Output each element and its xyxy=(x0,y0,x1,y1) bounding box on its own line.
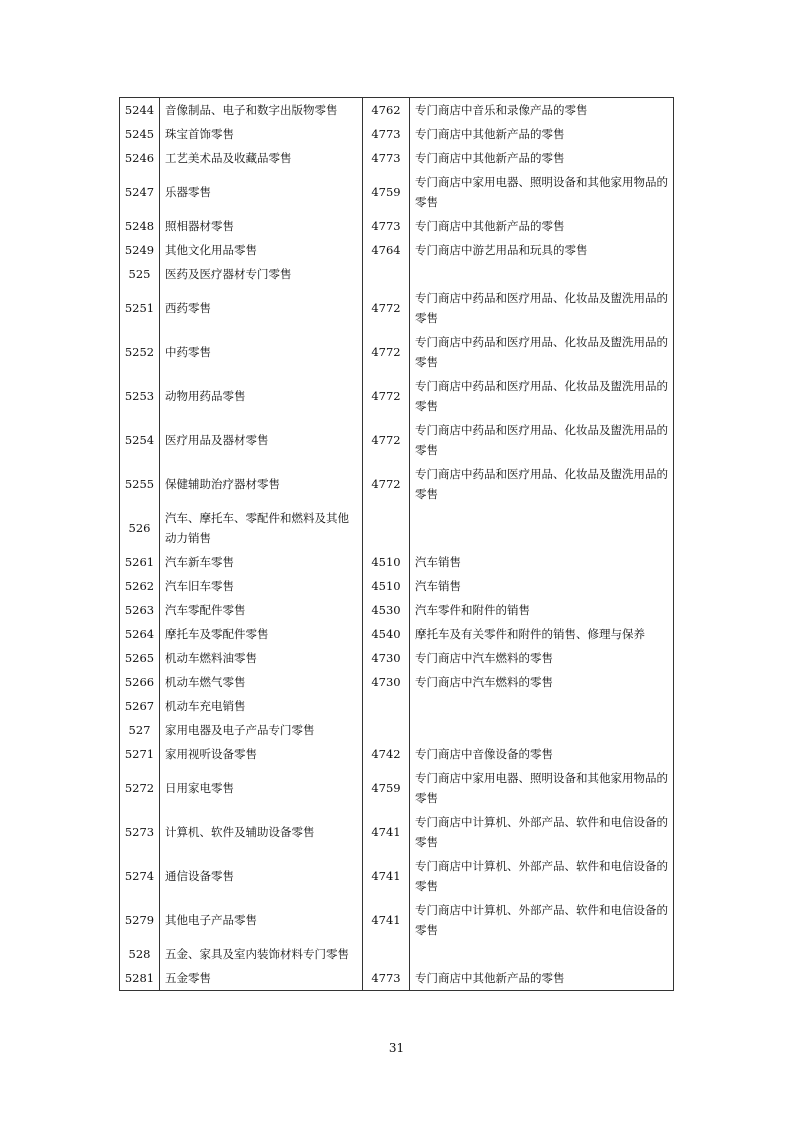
industry-code: 5272 xyxy=(120,766,160,810)
table-row xyxy=(120,810,674,854)
table-row xyxy=(120,898,674,942)
table-row xyxy=(120,506,674,550)
industry-name: 音像制品、电子和数字出版物零售 xyxy=(160,98,363,123)
isic-description: 汽车销售 xyxy=(410,574,674,598)
isic-code: 4741 xyxy=(363,854,410,898)
table-row xyxy=(120,766,674,810)
industry-code: 5263 xyxy=(120,598,160,622)
table-row xyxy=(120,262,674,286)
industry-name: 机动车燃料油零售 xyxy=(160,646,363,670)
isic-code: 4730 xyxy=(363,646,410,670)
industry-name: 五金零售 xyxy=(160,966,363,991)
isic-code: 4773 xyxy=(363,146,410,170)
industry-name: 其他文化用品零售 xyxy=(160,238,363,262)
isic-description: 专门商店中其他新产品的零售 xyxy=(410,966,674,991)
isic-description: 专门商店中药品和医疗用品、化妆品及盥洗用品的零售 xyxy=(410,330,674,374)
isic-code xyxy=(363,262,410,286)
table-row xyxy=(120,550,674,574)
isic-description: 专门商店中家用电器、照明设备和其他家用物品的零售 xyxy=(410,766,674,810)
industry-name: 家用电器及电子产品专门零售 xyxy=(160,718,363,742)
isic-code: 4764 xyxy=(363,238,410,262)
table-body xyxy=(120,98,674,991)
isic-description: 专门商店中其他新产品的零售 xyxy=(410,214,674,238)
table-row xyxy=(120,694,674,718)
isic-description xyxy=(410,506,674,550)
industry-code: 527 xyxy=(120,718,160,742)
isic-code: 4510 xyxy=(363,574,410,598)
table-row xyxy=(120,98,674,123)
industry-name: 日用家电零售 xyxy=(160,766,363,810)
isic-description xyxy=(410,694,674,718)
industry-code: 5271 xyxy=(120,742,160,766)
isic-description: 专门商店中音像设备的零售 xyxy=(410,742,674,766)
industry-code: 5265 xyxy=(120,646,160,670)
industry-name: 照相器材零售 xyxy=(160,214,363,238)
industry-name: 五金、家具及室内装饰材料专门零售 xyxy=(160,942,363,966)
industry-code: 5248 xyxy=(120,214,160,238)
isic-code: 4759 xyxy=(363,170,410,214)
page-number: 31 xyxy=(388,1041,405,1055)
industry-code: 5251 xyxy=(120,286,160,330)
industry-code-table xyxy=(119,97,674,991)
isic-code: 4773 xyxy=(363,214,410,238)
isic-code xyxy=(363,942,410,966)
industry-code: 5267 xyxy=(120,694,160,718)
industry-code: 5261 xyxy=(120,550,160,574)
table-row xyxy=(120,214,674,238)
isic-code: 4772 xyxy=(363,330,410,374)
isic-code: 4772 xyxy=(363,418,410,462)
industry-name: 中药零售 xyxy=(160,330,363,374)
isic-description: 专门商店中汽车燃料的零售 xyxy=(410,670,674,694)
industry-name: 珠宝首饰零售 xyxy=(160,122,363,146)
industry-code: 5253 xyxy=(120,374,160,418)
isic-code xyxy=(363,506,410,550)
industry-name: 汽车、摩托车、零配件和燃料及其他动力销售 xyxy=(160,506,363,550)
industry-code: 5264 xyxy=(120,622,160,646)
isic-description: 摩托车及有关零件和附件的销售、修理与保养 xyxy=(410,622,674,646)
table-row xyxy=(120,418,674,462)
table-row xyxy=(120,286,674,330)
industry-name: 汽车零配件零售 xyxy=(160,598,363,622)
isic-description: 专门商店中药品和医疗用品、化妆品及盥洗用品的零售 xyxy=(410,462,674,506)
industry-code: 5252 xyxy=(120,330,160,374)
isic-code: 4773 xyxy=(363,122,410,146)
isic-description: 专门商店中药品和医疗用品、化妆品及盥洗用品的零售 xyxy=(410,418,674,462)
industry-name: 西药零售 xyxy=(160,286,363,330)
table-row xyxy=(120,742,674,766)
industry-code: 5249 xyxy=(120,238,160,262)
isic-code: 4762 xyxy=(363,98,410,123)
industry-code: 5254 xyxy=(120,418,160,462)
isic-code xyxy=(363,694,410,718)
industry-code: 525 xyxy=(120,262,160,286)
table-row xyxy=(120,574,674,598)
table-row xyxy=(120,462,674,506)
industry-name: 乐器零售 xyxy=(160,170,363,214)
isic-description: 专门商店中汽车燃料的零售 xyxy=(410,646,674,670)
isic-code: 4742 xyxy=(363,742,410,766)
table-row xyxy=(120,146,674,170)
isic-description: 专门商店中药品和医疗用品、化妆品及盥洗用品的零售 xyxy=(410,374,674,418)
isic-description xyxy=(410,262,674,286)
isic-code: 4510 xyxy=(363,550,410,574)
industry-code: 5274 xyxy=(120,854,160,898)
isic-description xyxy=(410,718,674,742)
isic-description: 专门商店中家用电器、照明设备和其他家用物品的零售 xyxy=(410,170,674,214)
industry-code: 5281 xyxy=(120,966,160,991)
industry-code: 5255 xyxy=(120,462,160,506)
industry-name: 计算机、软件及辅助设备零售 xyxy=(160,810,363,854)
industry-name: 摩托车及零配件零售 xyxy=(160,622,363,646)
industry-code: 5244 xyxy=(120,98,160,123)
industry-name: 工艺美术品及收藏品零售 xyxy=(160,146,363,170)
isic-description: 专门商店中其他新产品的零售 xyxy=(410,122,674,146)
isic-code: 4772 xyxy=(363,462,410,506)
industry-code: 526 xyxy=(120,506,160,550)
isic-description: 专门商店中计算机、外部产品、软件和电信设备的零售 xyxy=(410,898,674,942)
isic-description: 专门商店中音乐和录像产品的零售 xyxy=(410,98,674,123)
table-row xyxy=(120,330,674,374)
isic-code: 4759 xyxy=(363,766,410,810)
isic-description: 汽车销售 xyxy=(410,550,674,574)
isic-code: 4773 xyxy=(363,966,410,991)
isic-description: 专门商店中计算机、外部产品、软件和电信设备的零售 xyxy=(410,854,674,898)
isic-code: 4741 xyxy=(363,810,410,854)
industry-code: 5262 xyxy=(120,574,160,598)
industry-code: 5246 xyxy=(120,146,160,170)
industry-name: 汽车旧车零售 xyxy=(160,574,363,598)
isic-code: 4772 xyxy=(363,374,410,418)
industry-name: 医药及医疗器材专门零售 xyxy=(160,262,363,286)
isic-description: 专门商店中游艺用品和玩具的零售 xyxy=(410,238,674,262)
industry-code: 5279 xyxy=(120,898,160,942)
table-row xyxy=(120,170,674,214)
industry-code: 5247 xyxy=(120,170,160,214)
table-row xyxy=(120,646,674,670)
industry-name: 保健辅助治疗器材零售 xyxy=(160,462,363,506)
table-row xyxy=(120,966,674,991)
table-row xyxy=(120,854,674,898)
table-row xyxy=(120,622,674,646)
industry-name: 医疗用品及器材零售 xyxy=(160,418,363,462)
isic-code: 4540 xyxy=(363,622,410,646)
table-row xyxy=(120,718,674,742)
industry-name: 家用视听设备零售 xyxy=(160,742,363,766)
industry-code: 5245 xyxy=(120,122,160,146)
isic-code: 4730 xyxy=(363,670,410,694)
isic-description: 汽车零件和附件的销售 xyxy=(410,598,674,622)
industry-name: 汽车新车零售 xyxy=(160,550,363,574)
isic-description xyxy=(410,942,674,966)
table-row xyxy=(120,942,674,966)
isic-description: 专门商店中药品和医疗用品、化妆品及盥洗用品的零售 xyxy=(410,286,674,330)
table-row xyxy=(120,598,674,622)
industry-name: 动物用药品零售 xyxy=(160,374,363,418)
isic-description: 专门商店中计算机、外部产品、软件和电信设备的零售 xyxy=(410,810,674,854)
isic-description: 专门商店中其他新产品的零售 xyxy=(410,146,674,170)
isic-code: 4741 xyxy=(363,898,410,942)
isic-code: 4530 xyxy=(363,598,410,622)
industry-name: 通信设备零售 xyxy=(160,854,363,898)
industry-code: 528 xyxy=(120,942,160,966)
table-row xyxy=(120,670,674,694)
industry-code: 5266 xyxy=(120,670,160,694)
industry-name: 其他电子产品零售 xyxy=(160,898,363,942)
industry-name: 机动车燃气零售 xyxy=(160,670,363,694)
table-row xyxy=(120,122,674,146)
isic-code: 4772 xyxy=(363,286,410,330)
industry-name: 机动车充电销售 xyxy=(160,694,363,718)
industry-code: 5273 xyxy=(120,810,160,854)
isic-code xyxy=(363,718,410,742)
table-row xyxy=(120,238,674,262)
table-row xyxy=(120,374,674,418)
